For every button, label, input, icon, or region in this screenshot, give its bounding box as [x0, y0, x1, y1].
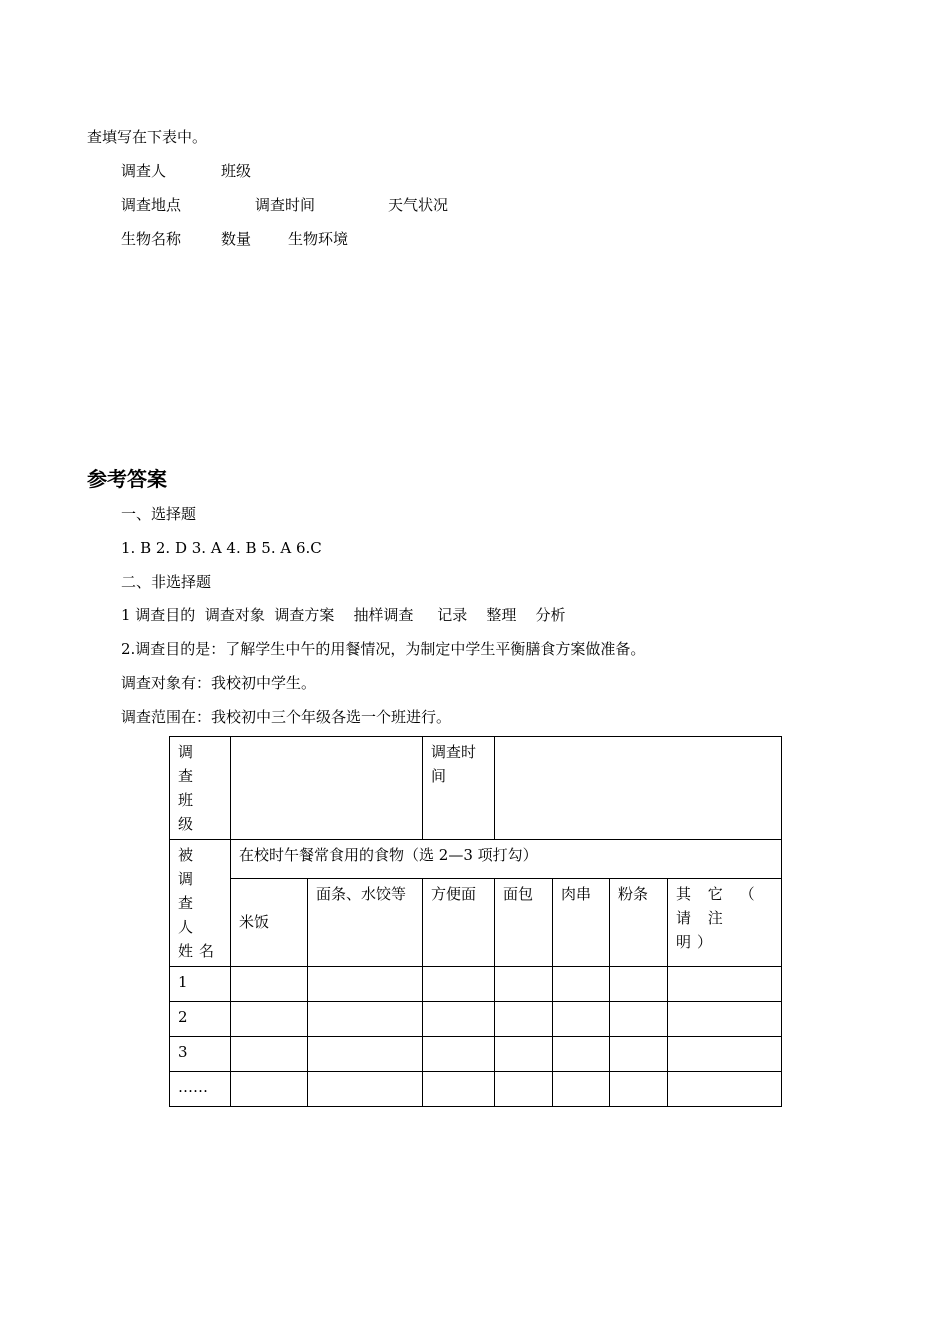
field-label-class: 班级: [221, 162, 252, 180]
cell-survey-time-value: [495, 737, 782, 840]
section-nonchoice-heading: 二、非选择题: [121, 573, 212, 591]
cell-food-vermicelli: 粉条: [610, 878, 668, 966]
answers-title: 参考答案: [87, 467, 167, 491]
field-label-quantity: 数量: [221, 230, 252, 248]
table-row: [170, 1037, 782, 1072]
answer-q2-purpose: 2.调查目的是：了解学生中午的用餐情况，为制定中学生平衡膳食方案做准备。: [121, 640, 646, 658]
row-number: 1: [170, 967, 231, 1002]
intro-line: 查填写在下表中。: [87, 128, 208, 146]
field-label-investigator: 调查人: [121, 162, 167, 180]
cell-survey-class-label: 调 查 班 级: [170, 737, 231, 840]
table-row-header: [170, 737, 782, 840]
row-number: 2: [170, 1002, 231, 1037]
answer-q2-scope: 调查范围在：我校初中三个年级各选一个班进行。: [121, 708, 452, 726]
field-label-organism: 生物名称: [121, 230, 182, 248]
cell-respondent-label: 被 调 查 人 姓名: [170, 840, 231, 967]
cell-survey-time-label: 调查时间: [423, 737, 495, 840]
table-row-food-options: [170, 878, 782, 966]
cell-food-header: 在校时午餐常食用的食物（选 2—3 项打勾）: [231, 840, 782, 879]
table-row: [170, 1072, 782, 1107]
answer-q2-object: 调查对象有：我校初中学生。: [121, 674, 317, 692]
cell-survey-class-value: [231, 737, 423, 840]
choice-answers: 1. B 2. D 3. A 4. B 5. A 6.C: [121, 539, 322, 557]
row-number: ……: [170, 1072, 231, 1107]
table-row-food-header: [170, 840, 782, 879]
field-label-environment: 生物环境: [288, 230, 349, 248]
table-row: [170, 1002, 782, 1037]
field-label-location: 调查地点: [121, 196, 182, 214]
table-row: [170, 967, 782, 1002]
answer-q1: 1 调查目的 调查对象 调查方案 抽样调查 记录 整理 分析: [121, 606, 566, 624]
cell-food-instant-noodles: 方便面: [423, 878, 495, 966]
cell-food-other: 其 它 （ 请 注 明）: [668, 878, 782, 966]
section-choice-heading: 一、选择题: [121, 505, 197, 523]
field-label-weather: 天气状况: [388, 196, 449, 214]
cell-food-noodles: 面条、水饺等: [308, 878, 423, 966]
lunch-survey-table: [169, 736, 782, 1107]
cell-food-skewers: 肉串: [553, 878, 610, 966]
cell-food-rice: 米饭: [231, 878, 308, 966]
cell-food-bread: 面包: [495, 878, 553, 966]
field-label-time: 调查时间: [255, 196, 316, 214]
row-number: 3: [170, 1037, 231, 1072]
